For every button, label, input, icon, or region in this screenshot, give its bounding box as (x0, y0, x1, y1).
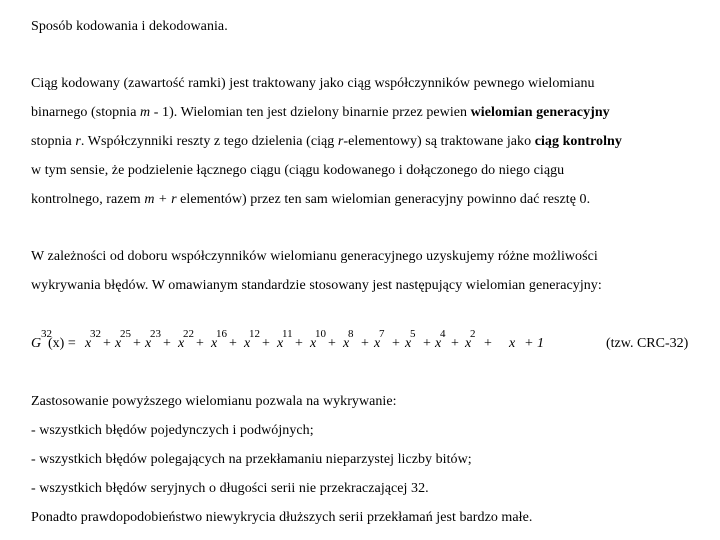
formula-term-12: x (435, 336, 442, 351)
formula-term-13-exponent: 2 (470, 328, 476, 340)
p1-line-3-a: stopnia (31, 134, 76, 149)
formula-plus-1: + (103, 336, 111, 351)
formula-term-8-exponent: 10 (315, 328, 326, 340)
term-control-sequence: ciąg kontrolny (534, 134, 622, 149)
p2-line-2 (31, 277, 602, 295)
p1-line-5-b: elementów) przez ten sam wielomian generacyjny powinno dać resztę 0. (176, 192, 591, 207)
p2-line-1 (31, 248, 598, 266)
p2-line-2-text: wykrywania błędów. W omawianym standardzie stosowany jest następujący wielomian generacyjny: (31, 278, 602, 293)
p1-line-3-c: -elementowy) są traktowane jako (343, 134, 535, 149)
crc32-polynomial-formula (31, 328, 611, 358)
formula-plus-7: + (295, 336, 303, 351)
p1-line-1 (31, 75, 595, 93)
p1-line-5-a: kontrolnego, razem (31, 192, 145, 207)
p1-line-4 (31, 162, 564, 180)
p1-line-5 (31, 191, 590, 209)
formula-term-1-exponent: 32 (90, 328, 101, 340)
formula-term-11-exponent: 5 (410, 328, 416, 340)
p3-line-1-text: Zastosowanie powyższego wielomianu pozwala na wykrywanie: (31, 394, 397, 409)
p3-line-3-text: - wszystkich błędów polegających na przekłamaniu nieparzystej liczby bitów; (31, 452, 472, 467)
formula-plus-12: + (451, 336, 459, 351)
formula-plus-3: + (163, 336, 171, 351)
formula-plus-5: + (229, 336, 237, 351)
term-generator-polynomial: wielomian generacyjny (470, 105, 610, 120)
p1-line-2-a: binarnego (stopnia (31, 105, 141, 120)
formula-term-15: 1 (537, 336, 544, 351)
p1-line-3 (31, 133, 622, 151)
formula-term-9: x (343, 336, 350, 351)
formula-lhs-base: G (31, 336, 42, 351)
p3-line-4 (31, 480, 429, 498)
formula-term-4-exponent: 22 (183, 328, 194, 340)
formula-term-6-exponent: 12 (249, 328, 260, 340)
formula-term-8: x (310, 336, 317, 351)
p1-line-4-text: w tym sensie, że podzielenie łącznego ciągu (ciągu kodowanego i dołączonego do niego ciągu (31, 163, 565, 178)
formula-term-5: x (211, 336, 218, 351)
formula-plus-8: + (328, 336, 336, 351)
p1-line-3-b: . Współczynniki reszty z tego dzielenia (ciąg (80, 134, 338, 149)
formula-term-7: x (277, 336, 284, 351)
formula-term-10-exponent: 7 (379, 328, 385, 340)
formula-lhs-argument: (x) = (48, 336, 76, 351)
formula-term-3-exponent: 23 (150, 328, 161, 340)
formula-plus-14: + (525, 336, 533, 351)
p3-line-3 (31, 451, 472, 469)
formula-term-10: x (374, 336, 381, 351)
formula-term-9-exponent: 8 (348, 328, 354, 340)
formula-plus-9: + (361, 336, 369, 351)
p3-line-2 (31, 422, 314, 440)
formula-plus-11: + (423, 336, 431, 351)
formula-term-2: x (115, 336, 122, 351)
p1-line-1-text: Ciąg kodowany (zawartość ramki) jest traktowany jako ciąg współczynników pewnego wielomianu (31, 76, 595, 91)
formula-plus-2: + (133, 336, 141, 351)
formula-term-3: x (145, 336, 152, 351)
formula-term-2-exponent: 25 (120, 328, 131, 340)
p3-line-4-text: - wszystkich błędów seryjnych o długości serii nie przekraczającej 32. (31, 481, 429, 496)
p3-line-2-text: - wszystkich błędów pojedynczych i podwójnych; (31, 423, 314, 438)
p1-line-5-mr: m + r (144, 192, 177, 207)
formula-term-13: x (465, 336, 472, 351)
formula-term-6: x (244, 336, 251, 351)
p3-line-1 (31, 393, 397, 411)
formula-plus-4: + (196, 336, 204, 351)
formula-plus-10: + (392, 336, 400, 351)
p1-line-3-r: r (75, 134, 81, 149)
p1-line-3-r2: r (337, 134, 344, 149)
heading (31, 18, 228, 36)
formula-term-12-exponent: 4 (440, 328, 446, 340)
p1-line-2 (31, 104, 610, 122)
formula-plus-6: + (262, 336, 270, 351)
formula-plus-13: + (484, 336, 492, 351)
formula-term-11: x (405, 336, 412, 351)
p1-line-2-m: m (140, 105, 151, 120)
crc32-note: (tzw. CRC-32) (606, 336, 689, 351)
p1-line-2-b: - 1). Wielomian ten jest dzielony binarnie przez pewien (150, 105, 471, 120)
p3-line-5 (31, 509, 532, 527)
formula-term-7-exponent: 11 (282, 328, 293, 340)
formula-lhs-exponent: 32 (41, 328, 52, 340)
p2-line-1-text: W zależności od doboru współczynników wielomianu generacyjnego uzyskujemy różne możliwości (31, 249, 598, 264)
heading-text: Sposób kodowania i dekodowania. (31, 19, 228, 34)
formula-term-4: x (178, 336, 185, 351)
p3-line-5-text: Ponadto prawdopodobieństwo niewykrycia dłuższych serii przekłamań jest bardzo małe. (31, 510, 533, 525)
formula-term-5-exponent: 16 (216, 328, 227, 340)
formula-term-14: x (509, 336, 516, 351)
formula-term-1: x (85, 336, 92, 351)
